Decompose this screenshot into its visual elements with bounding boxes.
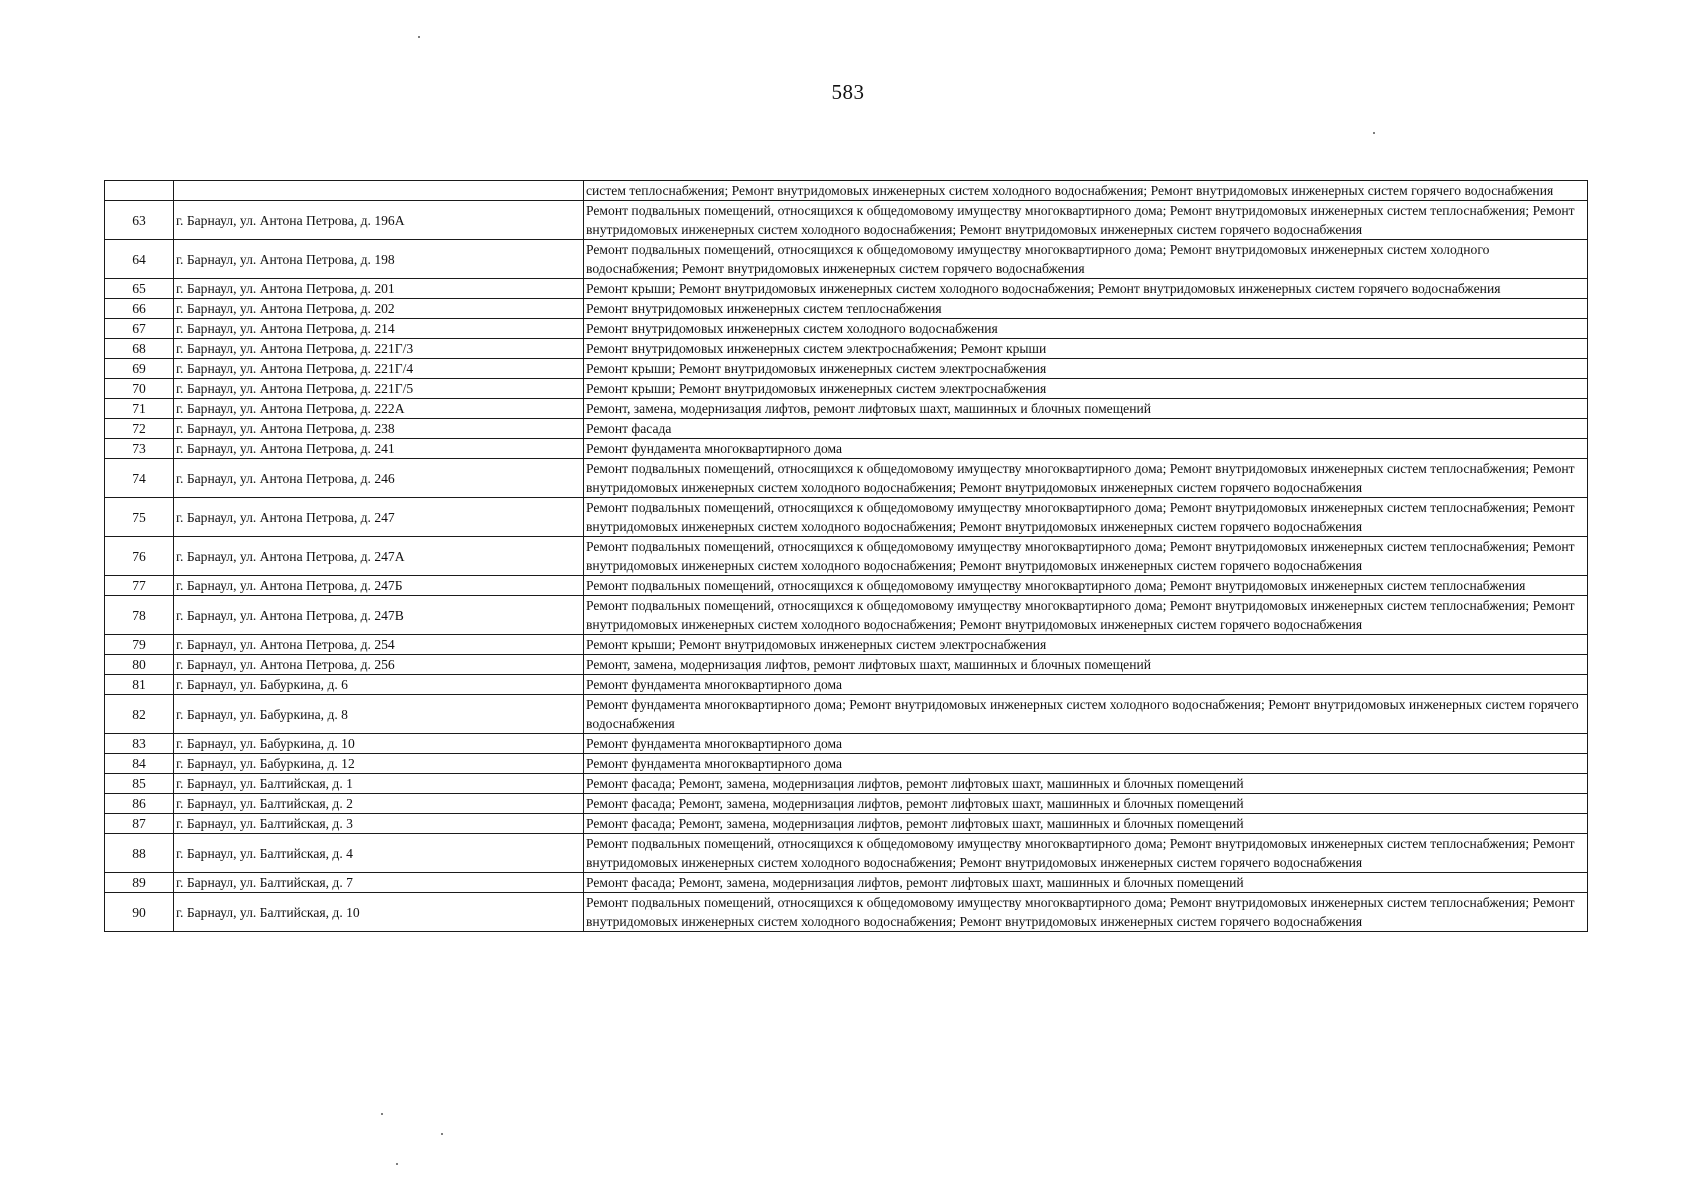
- table-row: [105, 794, 1588, 814]
- address-cell: г. Барнаул, ул. Антона Петрова, д. 222А: [174, 399, 584, 419]
- row-number-cell: 78: [105, 596, 174, 635]
- table-row: [105, 339, 1588, 359]
- address-cell: г. Барнаул, ул. Антона Петрова, д. 247А: [174, 537, 584, 576]
- scan-speck: [381, 1113, 383, 1115]
- repair-works-cell: Ремонт подвальных помещений, относящихся к общедомовому имуществу многоквартирного дома; Ремонт внутридомовых инженерных систем теплоснабжения: [584, 576, 1588, 596]
- table-row: [105, 576, 1588, 596]
- row-number-cell: 76: [105, 537, 174, 576]
- table-row: [105, 893, 1588, 932]
- row-number-cell: 89: [105, 873, 174, 893]
- repair-works-cell: Ремонт фундамента многоквартирного дома: [584, 734, 1588, 754]
- row-number-cell: 79: [105, 635, 174, 655]
- table-body: [105, 181, 1588, 932]
- address-cell: г. Барнаул, ул. Антона Петрова, д. 196А: [174, 201, 584, 240]
- address-cell: г. Барнаул, ул. Антона Петрова, д. 246: [174, 459, 584, 498]
- address-cell: г. Барнаул, ул. Антона Петрова, д. 202: [174, 299, 584, 319]
- row-number-cell: 73: [105, 439, 174, 459]
- repair-works-cell: Ремонт подвальных помещений, относящихся к общедомовому имуществу многоквартирного дома; Ремонт внутридомовых инженерных систем теплоснабжения; Ремонт внутридомовых инженерных систем холодного водоснабжения; Ремонт внутридомовых инженерных систем горячего водоснабжения: [584, 893, 1588, 932]
- repair-works-table-container: [104, 180, 1587, 932]
- repair-works-cell: Ремонт фундамента многоквартирного дома: [584, 439, 1588, 459]
- repair-works-cell: Ремонт фасада; Ремонт, замена, модернизация лифтов, ремонт лифтовых шахт, машинных и блочных помещений: [584, 774, 1588, 794]
- repair-works-cell: Ремонт подвальных помещений, относящихся к общедомовому имуществу многоквартирного дома; Ремонт внутридомовых инженерных систем холодного водоснабжения; Ремонт внутридомовых инженерных систем горячего водоснабжения: [584, 240, 1588, 279]
- repair-works-cell: Ремонт фасада; Ремонт, замена, модернизация лифтов, ремонт лифтовых шахт, машинных и блочных помещений: [584, 873, 1588, 893]
- address-cell: г. Барнаул, ул. Бабуркина, д. 10: [174, 734, 584, 754]
- table-row: [105, 635, 1588, 655]
- repair-works-cell: Ремонт, замена, модернизация лифтов, ремонт лифтовых шахт, машинных и блочных помещений: [584, 655, 1588, 675]
- repair-works-cell: Ремонт внутридомовых инженерных систем холодного водоснабжения: [584, 319, 1588, 339]
- repair-works-cell: Ремонт фасада; Ремонт, замена, модернизация лифтов, ремонт лифтовых шахт, машинных и блочных помещений: [584, 814, 1588, 834]
- repair-works-cell: Ремонт крыши; Ремонт внутридомовых инженерных систем электроснабжения: [584, 635, 1588, 655]
- repair-works-cell: Ремонт фасада; Ремонт, замена, модернизация лифтов, ремонт лифтовых шахт, машинных и блочных помещений: [584, 794, 1588, 814]
- row-number-cell: 67: [105, 319, 174, 339]
- address-cell: г. Барнаул, ул. Бабуркина, д. 12: [174, 754, 584, 774]
- row-number-cell: 83: [105, 734, 174, 754]
- repair-works-cell: Ремонт подвальных помещений, относящихся к общедомовому имуществу многоквартирного дома; Ремонт внутридомовых инженерных систем теплоснабжения; Ремонт внутридомовых инженерных систем холодного водоснабжения; Ремонт внутридомовых инженерных систем горячего водоснабжения: [584, 459, 1588, 498]
- table-row: [105, 814, 1588, 834]
- row-number-cell: 81: [105, 675, 174, 695]
- page-number: 583: [831, 80, 865, 104]
- address-cell: г. Барнаул, ул. Балтийская, д. 1: [174, 774, 584, 794]
- row-number-cell: 88: [105, 834, 174, 873]
- row-number-cell: 85: [105, 774, 174, 794]
- table-row: [105, 319, 1588, 339]
- address-cell: г. Барнаул, ул. Балтийская, д. 10: [174, 893, 584, 932]
- table-row: [105, 299, 1588, 319]
- repair-works-cell: Ремонт фундамента многоквартирного дома; Ремонт внутридомовых инженерных систем холодного водоснабжения; Ремонт внутридомовых инженерных систем горячего водоснабжения: [584, 695, 1588, 734]
- row-number-cell: 64: [105, 240, 174, 279]
- address-cell: г. Барнаул, ул. Балтийская, д. 3: [174, 814, 584, 834]
- table-row: [105, 279, 1588, 299]
- row-number-cell: 63: [105, 201, 174, 240]
- table-row: [105, 498, 1588, 537]
- address-cell: г. Барнаул, ул. Антона Петрова, д. 201: [174, 279, 584, 299]
- row-number-cell: [105, 181, 174, 201]
- address-cell: г. Барнаул, ул. Бабуркина, д. 6: [174, 675, 584, 695]
- table-row: [105, 834, 1588, 873]
- row-number-cell: 72: [105, 419, 174, 439]
- address-cell: г. Барнаул, ул. Антона Петрова, д. 214: [174, 319, 584, 339]
- row-number-cell: 66: [105, 299, 174, 319]
- repair-works-table: [104, 180, 1588, 932]
- address-cell: г. Барнаул, ул. Балтийская, д. 4: [174, 834, 584, 873]
- table-row: [105, 695, 1588, 734]
- table-row: [105, 399, 1588, 419]
- row-number-cell: 74: [105, 459, 174, 498]
- address-cell: г. Барнаул, ул. Антона Петрова, д. 247Б: [174, 576, 584, 596]
- row-number-cell: 82: [105, 695, 174, 734]
- row-number-cell: 70: [105, 379, 174, 399]
- address-cell: г. Барнаул, ул. Антона Петрова, д. 247: [174, 498, 584, 537]
- repair-works-cell: Ремонт внутридомовых инженерных систем электроснабжения; Ремонт крыши: [584, 339, 1588, 359]
- repair-works-cell: Ремонт крыши; Ремонт внутридомовых инженерных систем электроснабжения: [584, 379, 1588, 399]
- repair-works-cell: Ремонт фундамента многоквартирного дома: [584, 675, 1588, 695]
- scan-speck: [441, 1133, 443, 1135]
- table-row: [105, 596, 1588, 635]
- row-number-cell: 71: [105, 399, 174, 419]
- repair-works-cell: Ремонт фундамента многоквартирного дома: [584, 754, 1588, 774]
- row-number-cell: 65: [105, 279, 174, 299]
- table-row: [105, 240, 1588, 279]
- row-number-cell: 75: [105, 498, 174, 537]
- address-cell: г. Барнаул, ул. Антона Петрова, д. 221Г/4: [174, 359, 584, 379]
- table-row: [105, 774, 1588, 794]
- address-cell: г. Барнаул, ул. Антона Петрова, д. 256: [174, 655, 584, 675]
- row-number-cell: 84: [105, 754, 174, 774]
- row-number-cell: 87: [105, 814, 174, 834]
- table-row: [105, 734, 1588, 754]
- row-number-cell: 86: [105, 794, 174, 814]
- row-number-cell: 68: [105, 339, 174, 359]
- address-cell: г. Барнаул, ул. Антона Петрова, д. 241: [174, 439, 584, 459]
- address-cell: г. Барнаул, ул. Антона Петрова, д. 247В: [174, 596, 584, 635]
- address-cell: г. Барнаул, ул. Антона Петрова, д. 221Г/3: [174, 339, 584, 359]
- address-cell: г. Барнаул, ул. Антона Петрова, д. 198: [174, 240, 584, 279]
- scan-speck: [396, 1163, 398, 1165]
- row-number-cell: 90: [105, 893, 174, 932]
- repair-works-cell: Ремонт фасада: [584, 419, 1588, 439]
- address-cell: [174, 181, 584, 201]
- row-number-cell: 80: [105, 655, 174, 675]
- repair-works-cell: Ремонт, замена, модернизация лифтов, ремонт лифтовых шахт, машинных и блочных помещений: [584, 399, 1588, 419]
- address-cell: г. Барнаул, ул. Балтийская, д. 7: [174, 873, 584, 893]
- table-row: [105, 201, 1588, 240]
- repair-works-cell: Ремонт подвальных помещений, относящихся к общедомовому имуществу многоквартирного дома; Ремонт внутридомовых инженерных систем теплоснабжения; Ремонт внутридомовых инженерных систем холодного водоснабжения; Ремонт внутридомовых инженерных систем горячего водоснабжения: [584, 537, 1588, 576]
- table-row: [105, 675, 1588, 695]
- table-row: [105, 359, 1588, 379]
- repair-works-cell: Ремонт подвальных помещений, относящихся к общедомовому имуществу многоквартирного дома; Ремонт внутридомовых инженерных систем теплоснабжения; Ремонт внутридомовых инженерных систем холодного водоснабжения; Ремонт внутридомовых инженерных систем горячего водоснабжения: [584, 498, 1588, 537]
- table-row: [105, 459, 1588, 498]
- address-cell: г. Барнаул, ул. Антона Петрова, д. 221Г/5: [174, 379, 584, 399]
- repair-works-cell: Ремонт внутридомовых инженерных систем теплоснабжения: [584, 299, 1588, 319]
- address-cell: г. Барнаул, ул. Балтийская, д. 2: [174, 794, 584, 814]
- table-row: [105, 419, 1588, 439]
- repair-works-cell: Ремонт подвальных помещений, относящихся к общедомовому имуществу многоквартирного дома; Ремонт внутридомовых инженерных систем теплоснабжения; Ремонт внутридомовых инженерных систем холодного водоснабжения; Ремонт внутридомовых инженерных систем горячего водоснабжения: [584, 201, 1588, 240]
- repair-works-cell: Ремонт крыши; Ремонт внутридомовых инженерных систем электроснабжения: [584, 359, 1588, 379]
- table-row: [105, 537, 1588, 576]
- table-row: [105, 655, 1588, 675]
- table-row: [105, 379, 1588, 399]
- table-row: [105, 439, 1588, 459]
- repair-works-cell: Ремонт подвальных помещений, относящихся к общедомовому имуществу многоквартирного дома; Ремонт внутридомовых инженерных систем теплоснабжения; Ремонт внутридомовых инженерных систем холодного водоснабжения; Ремонт внутридомовых инженерных систем горячего водоснабжения: [584, 596, 1588, 635]
- table-row: [105, 754, 1588, 774]
- repair-works-cell: Ремонт подвальных помещений, относящихся к общедомовому имуществу многоквартирного дома; Ремонт внутридомовых инженерных систем теплоснабжения; Ремонт внутридомовых инженерных систем холодного водоснабжения; Ремонт внутридомовых инженерных систем горячего водоснабжения: [584, 834, 1588, 873]
- repair-works-cell: Ремонт крыши; Ремонт внутридомовых инженерных систем холодного водоснабжения; Ремонт внутридомовых инженерных систем горячего водоснабжения: [584, 279, 1588, 299]
- address-cell: г. Барнаул, ул. Антона Петрова, д. 254: [174, 635, 584, 655]
- row-number-cell: 69: [105, 359, 174, 379]
- scan-speck: [418, 36, 420, 38]
- table-row: [105, 181, 1588, 201]
- table-row: [105, 873, 1588, 893]
- repair-works-cell: систем теплоснабжения; Ремонт внутридомовых инженерных систем холодного водоснабжения; Ремонт внутридомовых инженерных систем горячего водоснабжения: [584, 181, 1588, 201]
- address-cell: г. Барнаул, ул. Бабуркина, д. 8: [174, 695, 584, 734]
- scan-speck: [1373, 132, 1375, 134]
- row-number-cell: 77: [105, 576, 174, 596]
- address-cell: г. Барнаул, ул. Антона Петрова, д. 238: [174, 419, 584, 439]
